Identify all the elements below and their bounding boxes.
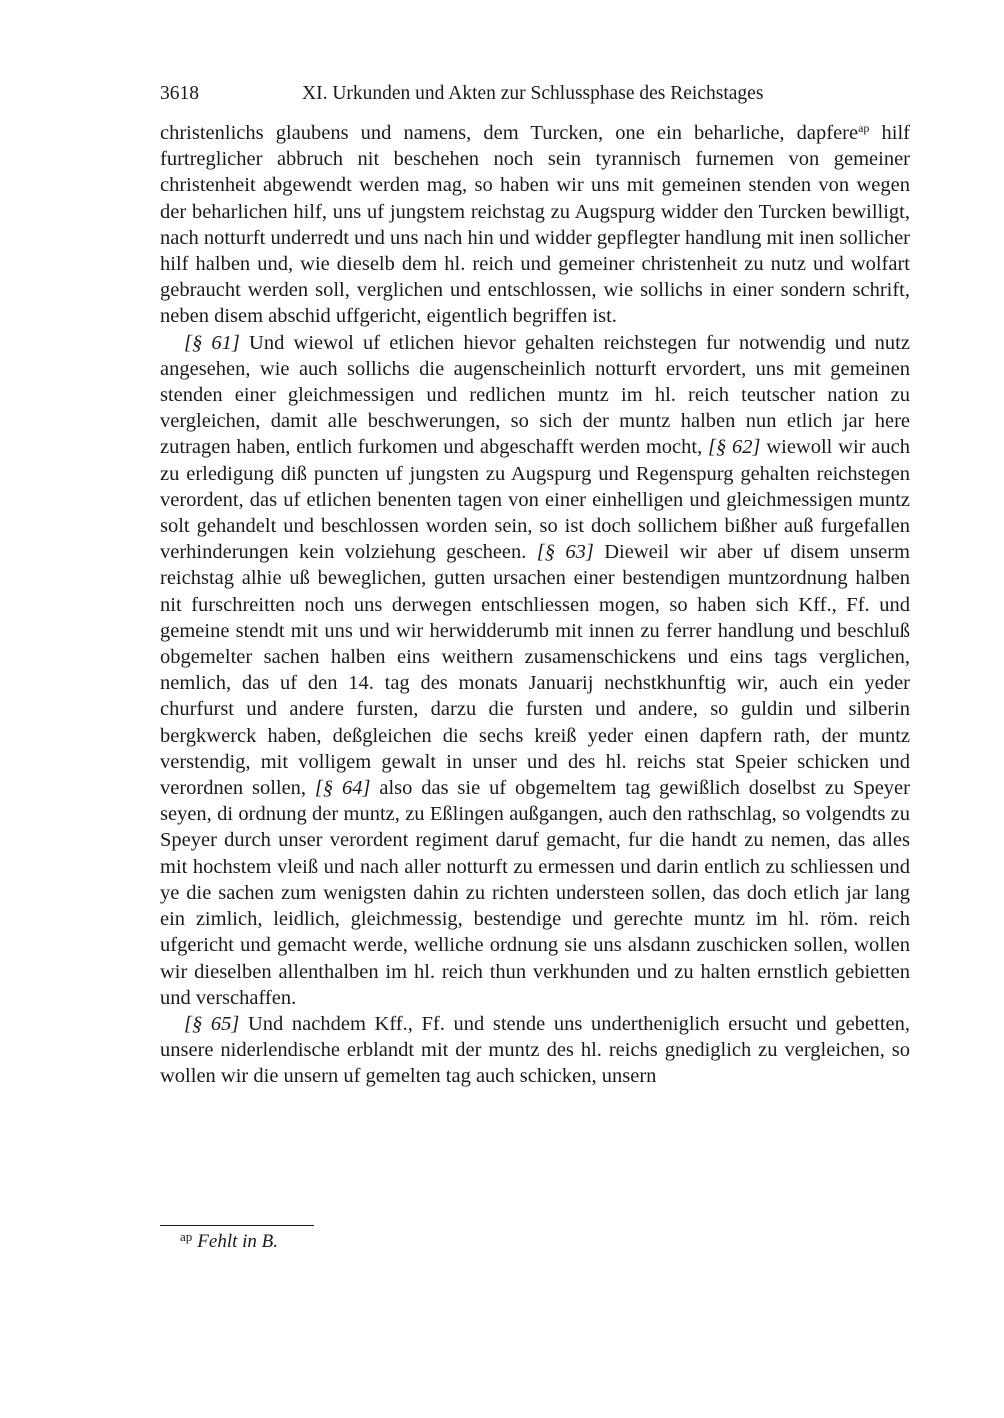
paragraph-1: [160, 120, 910, 330]
footnote-text: Fehlt in B.: [197, 1231, 279, 1252]
section-marker-63: [§ 63]: [536, 541, 594, 564]
section-text-62: wiewoll wir auch zu erledigung diß puncten uf jungsten zu Augspurg und Regenspurg gehalten reichstegen verordent, das uf etlichen benenten tagen von einer einhelligen und gleichmessigen muntz solt gehandelt und beschlossen worden sein, so ist doch sollichem bißher auß furgefallen verhinderungen kein volziehung gescheen.: [160, 436, 910, 564]
paragraph-3: [160, 1011, 910, 1090]
main-text: [160, 120, 910, 1090]
section-text-61: Und wiewol uf etlichen hievor gehalten reichstegen fur notwendig und nutz angesehen, wie auch sollichs die augenscheinlich notturft ervordert, uns mit gemeinen stenden einer gleichmessigen und redlichen muntz im hl. reich teutscher nation zu vergleichen, damit alle beschwerungen, so sich der muntz halben nun etlich jar here zutragen haben, entlich furkomen und abgeschafft werden mocht,: [160, 331, 910, 459]
section-marker-62: [§ 62]: [708, 436, 761, 459]
footnote-ap: [180, 1229, 278, 1255]
footnote-reference-ap[interactable]: ap: [858, 121, 870, 135]
paragraph-2: [160, 330, 910, 1011]
section-marker-61: [§ 61]: [184, 331, 240, 354]
page-header: [160, 79, 910, 109]
section-text-64: also das sie uf obgemeltem tag gewißlich doselbst zu Speyer seyen, di ordnung der muntz, zu Eßlingen außgangen, auch den rathschlag, so volgendts zu Speyer durch unser verordent regiment daruf gemacht, fur die handt zu nemen, das alles mit hochstem vleiß und nach aller notturft zu ermessen und darin entlich zu schliessen und ye die sachen zum wenigsten dahin zu richten understeen sollen, das doch etlich jar lang ein zimlich, leidlich, gleichmessig, bestendige und gerechte muntz im hl. röm. reich ufgericht und gemacht werde, welliche ordnung sie uns alsdann zuschicken sollen, wollen wir dieselben allenthalben im hl. reich thun verkhunden und zu halten ernstlich gebietten und verschaffen.: [160, 777, 910, 1009]
section-text-63: Dieweil wir aber uf disem unserm reichstag alhie uß beweglichen, gutten ursachen einer bestendigen muntzordnung halben nit furschreitten noch uns derwegen entschliessen mogen, so haben sich Kff., Ff. und gemeine stendt mit uns und wir herwidderumb mit innen zu ferrer handlung und beschluß obgemelter sachen halben eins weithern zusamenschickens und eins tags verglichen, nemlich, das uf den 14. tag des monats Januarij nechstkhunftig wir, auch ein yeder churfurst und andere fursten, darzu die fursten und andere, so guldin und silberin bergkwerck haben, deßgleichen die sechs kreiß yeder einen dapfern rath, der muntz verstendig, mit volligem gewalt in unser und des hl. reichs stat Speier schicken und verordnen sollen,: [160, 541, 911, 800]
running-title: XI. Urkunden und Akten zur Schlussphase des Reichstages: [302, 83, 764, 104]
section-marker-65: [§ 65]: [184, 1012, 240, 1035]
paragraph-1-text-b: hilf furtreglicher abbruch nit beschehen noch sein tyrannisch furnemen von gemeiner christenheit abgewendt werden mag, so haben wir uns mit gemeinen stenden von wegen der beharlichen hilf, uns uf jungstem reichstag zu Augspurg widder den Turcken bewilligt, nach notturft underredt und uns nach hin und widder gepflegter handlung mit inen sollicher hilf halben und, wie dieselb dem hl. reich und gemeiner christenheit zu nutz und wolfart gebraucht werden soll, verglichen und entschlossen, wie sollichs in einer sondern schrift, neben disem abschid uffgericht, eigentlich begriffen ist.: [160, 122, 911, 328]
page-number: 3618: [160, 83, 199, 104]
paragraph-1-text-a: christenlichs glaubens und namens, dem Turcken, one ein beharliche, dapfere: [160, 122, 859, 144]
section-text-65: Und nachdem Kff., Ff. und stende uns undertheniglich ersucht und gebetten, unsere niderlendische erblandt mit der muntz des hl. reichs gnediglich zu vergleichen, so wollen wir die unsern uf gemelten tag auch schicken, unsern: [160, 1012, 910, 1088]
section-marker-64: [§ 64]: [314, 777, 371, 800]
footnote-divider: [160, 1225, 314, 1226]
footnote-label: ap: [180, 1229, 193, 1244]
